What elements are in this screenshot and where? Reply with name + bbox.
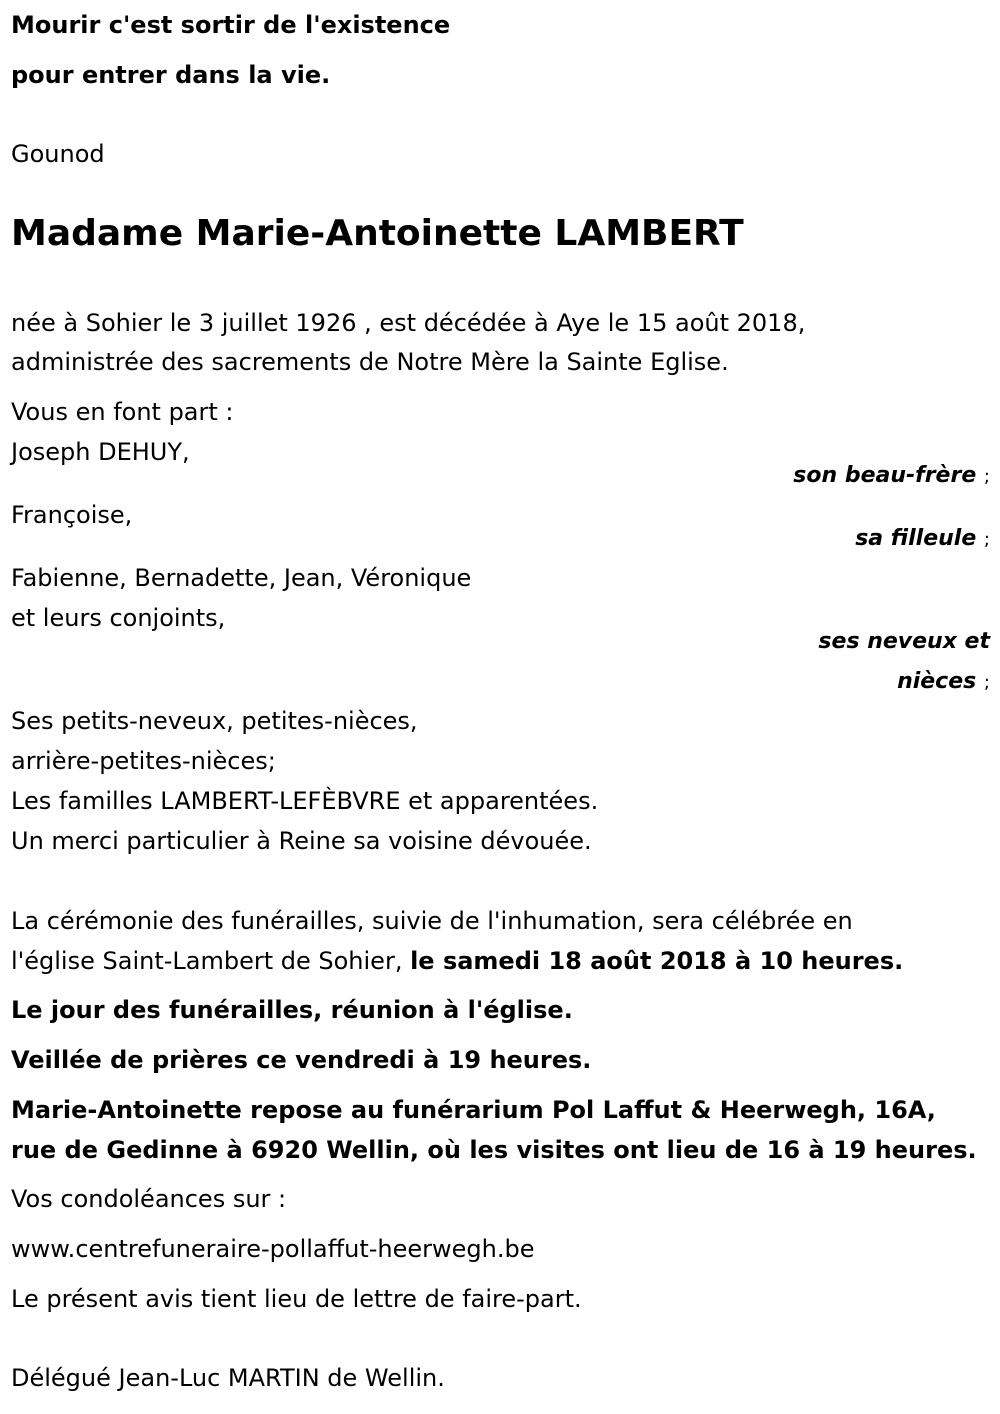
family-nephews-relation-text-2: nièces xyxy=(897,669,977,694)
intro-line-2: administrée des sacrements de Notre Mère la Sainte Eglise. xyxy=(11,348,729,376)
family-francoise-relation-text: sa filleule xyxy=(855,526,977,551)
family-others-line-2: arrière-petites-nièces; xyxy=(11,747,276,775)
epigraph-author: Gounod xyxy=(11,140,105,168)
ceremony-vigil: Veillée de prières ce vendredi à 19 heures. xyxy=(11,1046,592,1074)
deceased-name: Madame Marie-Antoinette LAMBERT xyxy=(11,213,744,254)
family-joseph-name: Joseph DEHUY, xyxy=(11,438,190,466)
ceremony-meeting: Le jour des funérailles, réunion à l'église. xyxy=(11,996,573,1024)
condolences-label: Vos condoléances sur : xyxy=(11,1185,287,1213)
delegate-text: Délégué Jean-Luc MARTIN de Wellin. xyxy=(11,1364,445,1392)
ceremony-rest-line-1: Marie-Antoinette repose au funérarium Pol Laffut & Heerwegh, 16A, xyxy=(11,1096,936,1124)
condolences-website: www.centrefuneraire-pollaffut-heerwegh.be xyxy=(11,1235,535,1263)
family-nephews-name-line-2: et leurs conjoints, xyxy=(11,604,226,632)
family-joseph-relation xyxy=(793,462,990,491)
ceremony-rest-line-2: rue de Gedinne à 6920 Wellin, où les visites ont lieu de 16 à 19 heures. xyxy=(11,1136,977,1164)
ceremony-line-1: La cérémonie des funérailles, suivie de l'inhumation, sera célébrée en xyxy=(11,907,853,935)
family-joseph-sep: ; xyxy=(983,466,990,487)
intro-line-1: née à Sohier le 3 juillet 1926 , est décédée à Aye le 15 août 2018, xyxy=(11,309,806,337)
family-others-line-3: Les familles LAMBERT-LEFÈBVRE et apparentées. xyxy=(11,787,599,815)
epigraph-line-2: pour entrer dans la vie. xyxy=(11,61,331,89)
family-nephews-name-line-1: Fabienne, Bernadette, Jean, Véronique xyxy=(11,564,472,592)
family-joseph-relation-text: son beau-frère xyxy=(793,463,977,488)
family-nephews-sep: ; xyxy=(983,672,990,693)
family-others-line-4: Un merci particulier à Reine sa voisine dévouée. xyxy=(11,827,592,855)
family-nephews-relation-line-2 xyxy=(897,668,990,697)
family-francoise-sep: ; xyxy=(983,529,990,550)
epigraph-line-1: Mourir c'est sortir de l'existence xyxy=(11,11,451,39)
family-francoise-relation xyxy=(855,525,990,554)
family-nephews-relation-line-1: ses neveux et xyxy=(818,629,990,654)
notice-text: Le présent avis tient lieu de lettre de faire-part. xyxy=(11,1285,582,1313)
family-others-line-1: Ses petits-neveux, petites-nièces, xyxy=(11,707,418,735)
ceremony-datetime: le samedi 18 août 2018 à 10 heures. xyxy=(410,947,904,975)
family-francoise-name: Françoise, xyxy=(11,501,133,529)
ceremony-place: l'église Saint-Lambert de Sohier, xyxy=(11,947,411,975)
announce-text: Vous en font part : xyxy=(11,398,234,426)
ceremony-line-2 xyxy=(11,946,903,976)
